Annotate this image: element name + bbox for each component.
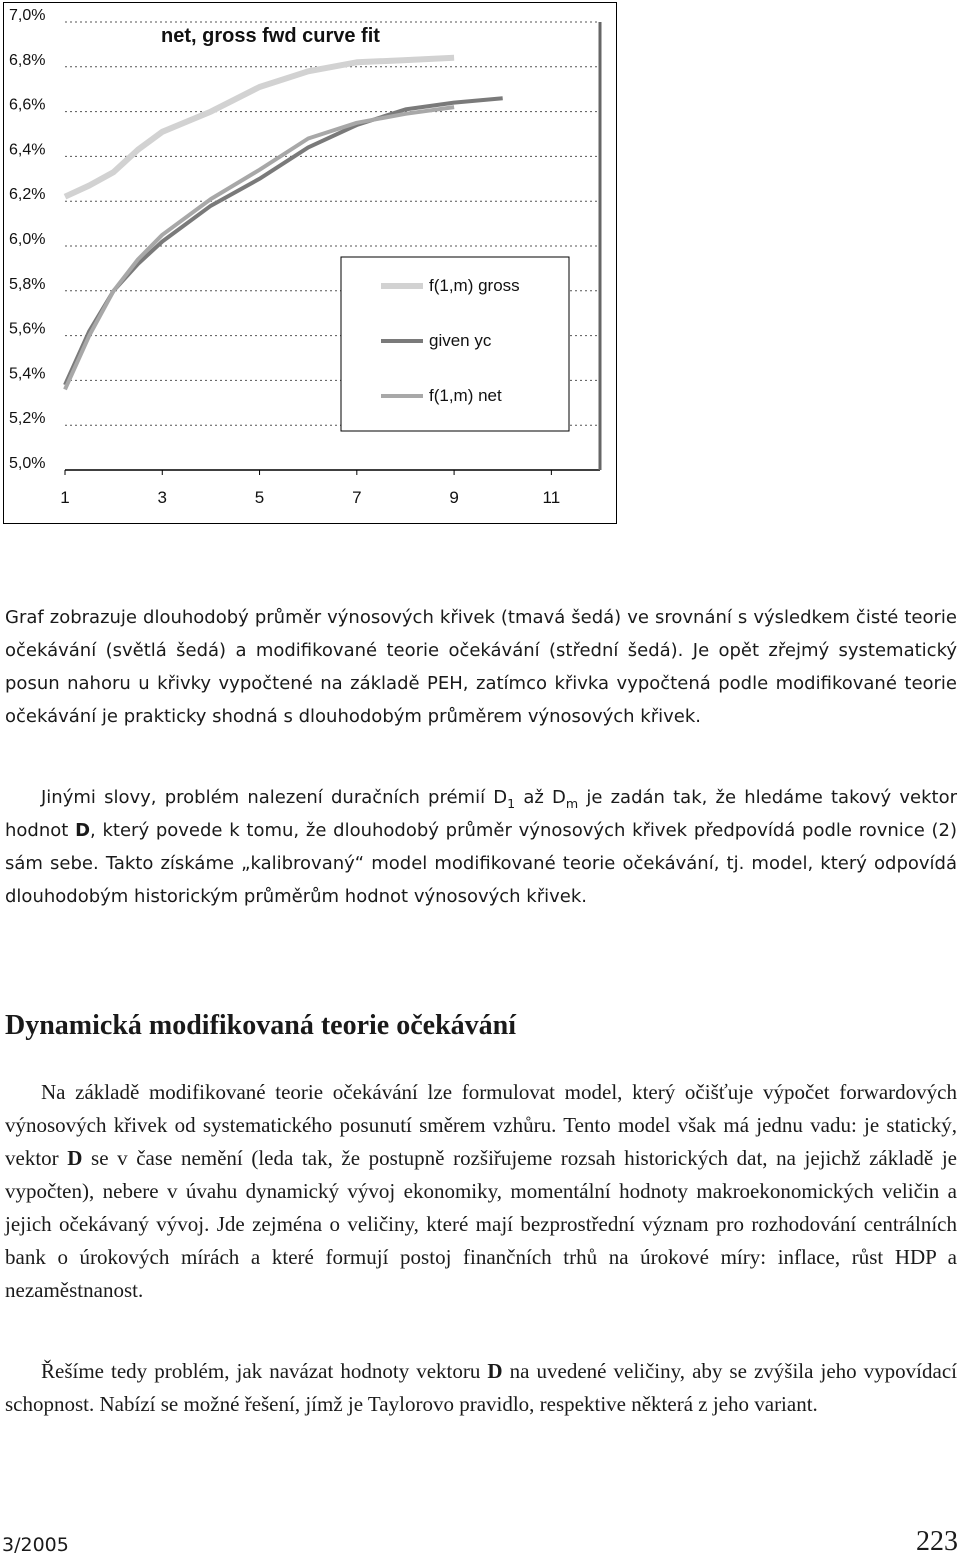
- y-tick-label-10: 7,0%: [9, 7, 46, 24]
- p2-subscript-1: 1: [507, 796, 516, 811]
- y-tick-label-3: 5,6%: [9, 320, 46, 338]
- y-tick-label-1: 5,2%: [9, 410, 46, 428]
- legend-label-1: given yc: [429, 331, 492, 350]
- chart-canvas: [3, 2, 617, 524]
- p2-subscript-m: m: [565, 796, 579, 811]
- p2-text-d: , který povede k tomu, že dlouhodobý průměr výnosových křivek předpovídá podle rovnice (2) sám sebe. Takto získáme „kalibrovaný“ model modifikované teorie očekávání, tj. model, který odpovídá dlouhodobým historickým průměrům hodnot výnosových křivek.: [5, 820, 958, 907]
- y-tick-label-6: 6,2%: [9, 186, 46, 204]
- p4-text-a: Řešíme tedy problém, jak navázat hodnoty vektoru: [41, 1359, 488, 1383]
- p2-text-c: je zadán tak, že hledáme takový vektor hodnot: [5, 787, 957, 841]
- paragraph-caption: Graf zobrazuje dlouhodobý průměr výnosových křivek (tmavá šedá) ve srovnání s výsledkem čisté teorie očekávání (světlá šedá) a modifikované teorie očekávání (střední šedá). Je opět zřejmý systematický posun nahoru u křivky vypočtené na základě PEH, zatímco křivka vypočtená podle modifikované teorie očekávání je prakticky shodná s dlouhodobým průměrem výnosových křivek.: [5, 607, 957, 727]
- y-tick-label-0: 5,0%: [9, 455, 46, 472]
- x-tick-label-1: 1: [60, 488, 70, 507]
- p2-text-a: Jinými slovy, problém nalezení duračních prémií D: [41, 787, 508, 808]
- p2-text-b: až D: [515, 787, 566, 808]
- y-tick-label-7: 6,4%: [9, 141, 46, 159]
- x-tick-label-7: 7: [352, 488, 362, 507]
- y-tick-label-2: 5,4%: [9, 365, 46, 383]
- paragraph-taylor-rule: [5, 1355, 957, 1421]
- x-tick-label-3: 3: [157, 488, 168, 507]
- y-tick-label-9: 6,8%: [9, 51, 46, 69]
- y-tick-label-8: 6,6%: [9, 96, 46, 114]
- footer-page-number: 223: [916, 1526, 958, 1557]
- p4-vector-d: D: [487, 1359, 503, 1383]
- y-tick-label-4: 5,8%: [9, 275, 46, 293]
- p2-vector-d: D: [75, 820, 91, 841]
- section-heading: Dynamická modifikovaná teorie očekávání: [5, 1010, 516, 1041]
- legend-label-0: f(1,m) gross: [429, 276, 520, 295]
- paragraph-durations: [5, 781, 957, 913]
- p3-vector-d: D: [67, 1146, 83, 1170]
- footer-issue: 3/2005: [2, 1534, 69, 1556]
- x-tick-label-9: 9: [449, 488, 459, 507]
- paragraph-dynamic-model: [5, 1076, 957, 1307]
- x-tick-label-5: 5: [254, 488, 265, 507]
- x-tick-label-11: 11: [542, 488, 561, 507]
- p4-text-b: na uvedené veličiny, aby se zvýšila jeho vypovídací schopnost. Nabízí se možné řešení, jímž je Taylorovo pravidlo, respektive některá z jeho variant.: [5, 1359, 957, 1416]
- p3-text-a: Na základě modifikované teorie očekávání lze formulovat model, který očišťuje výpočet forwardových výnosových křivek od systematického posunutí směrem vzhůru. Tento model však má jednu vadu: je statický, vektor: [5, 1080, 957, 1170]
- p3-text-b: se v čase nemění (leda tak, že postupně rozšiřujeme rozsah historických dat, na jejichž základě je vypočten), nebere v úvahu dynamický vývoj ekonomiky, momentální hodnoty makroekonomických veličin a jejich očekávaný vývoj. Jde zejména o veličiny, které mají bezprostřední význam pro rozhodování centrálních bank o úrokových mírách a které formují postoj finančních trhů na úrokové míry: inflace, růst HDP a nezaměstnanost.: [5, 1146, 957, 1302]
- chart-title: net, gross fwd curve fit: [161, 25, 380, 47]
- y-tick-label-5: 6,0%: [9, 231, 46, 248]
- legend-label-2: f(1,m) net: [429, 386, 502, 405]
- yield-curve-chart: [3, 2, 617, 524]
